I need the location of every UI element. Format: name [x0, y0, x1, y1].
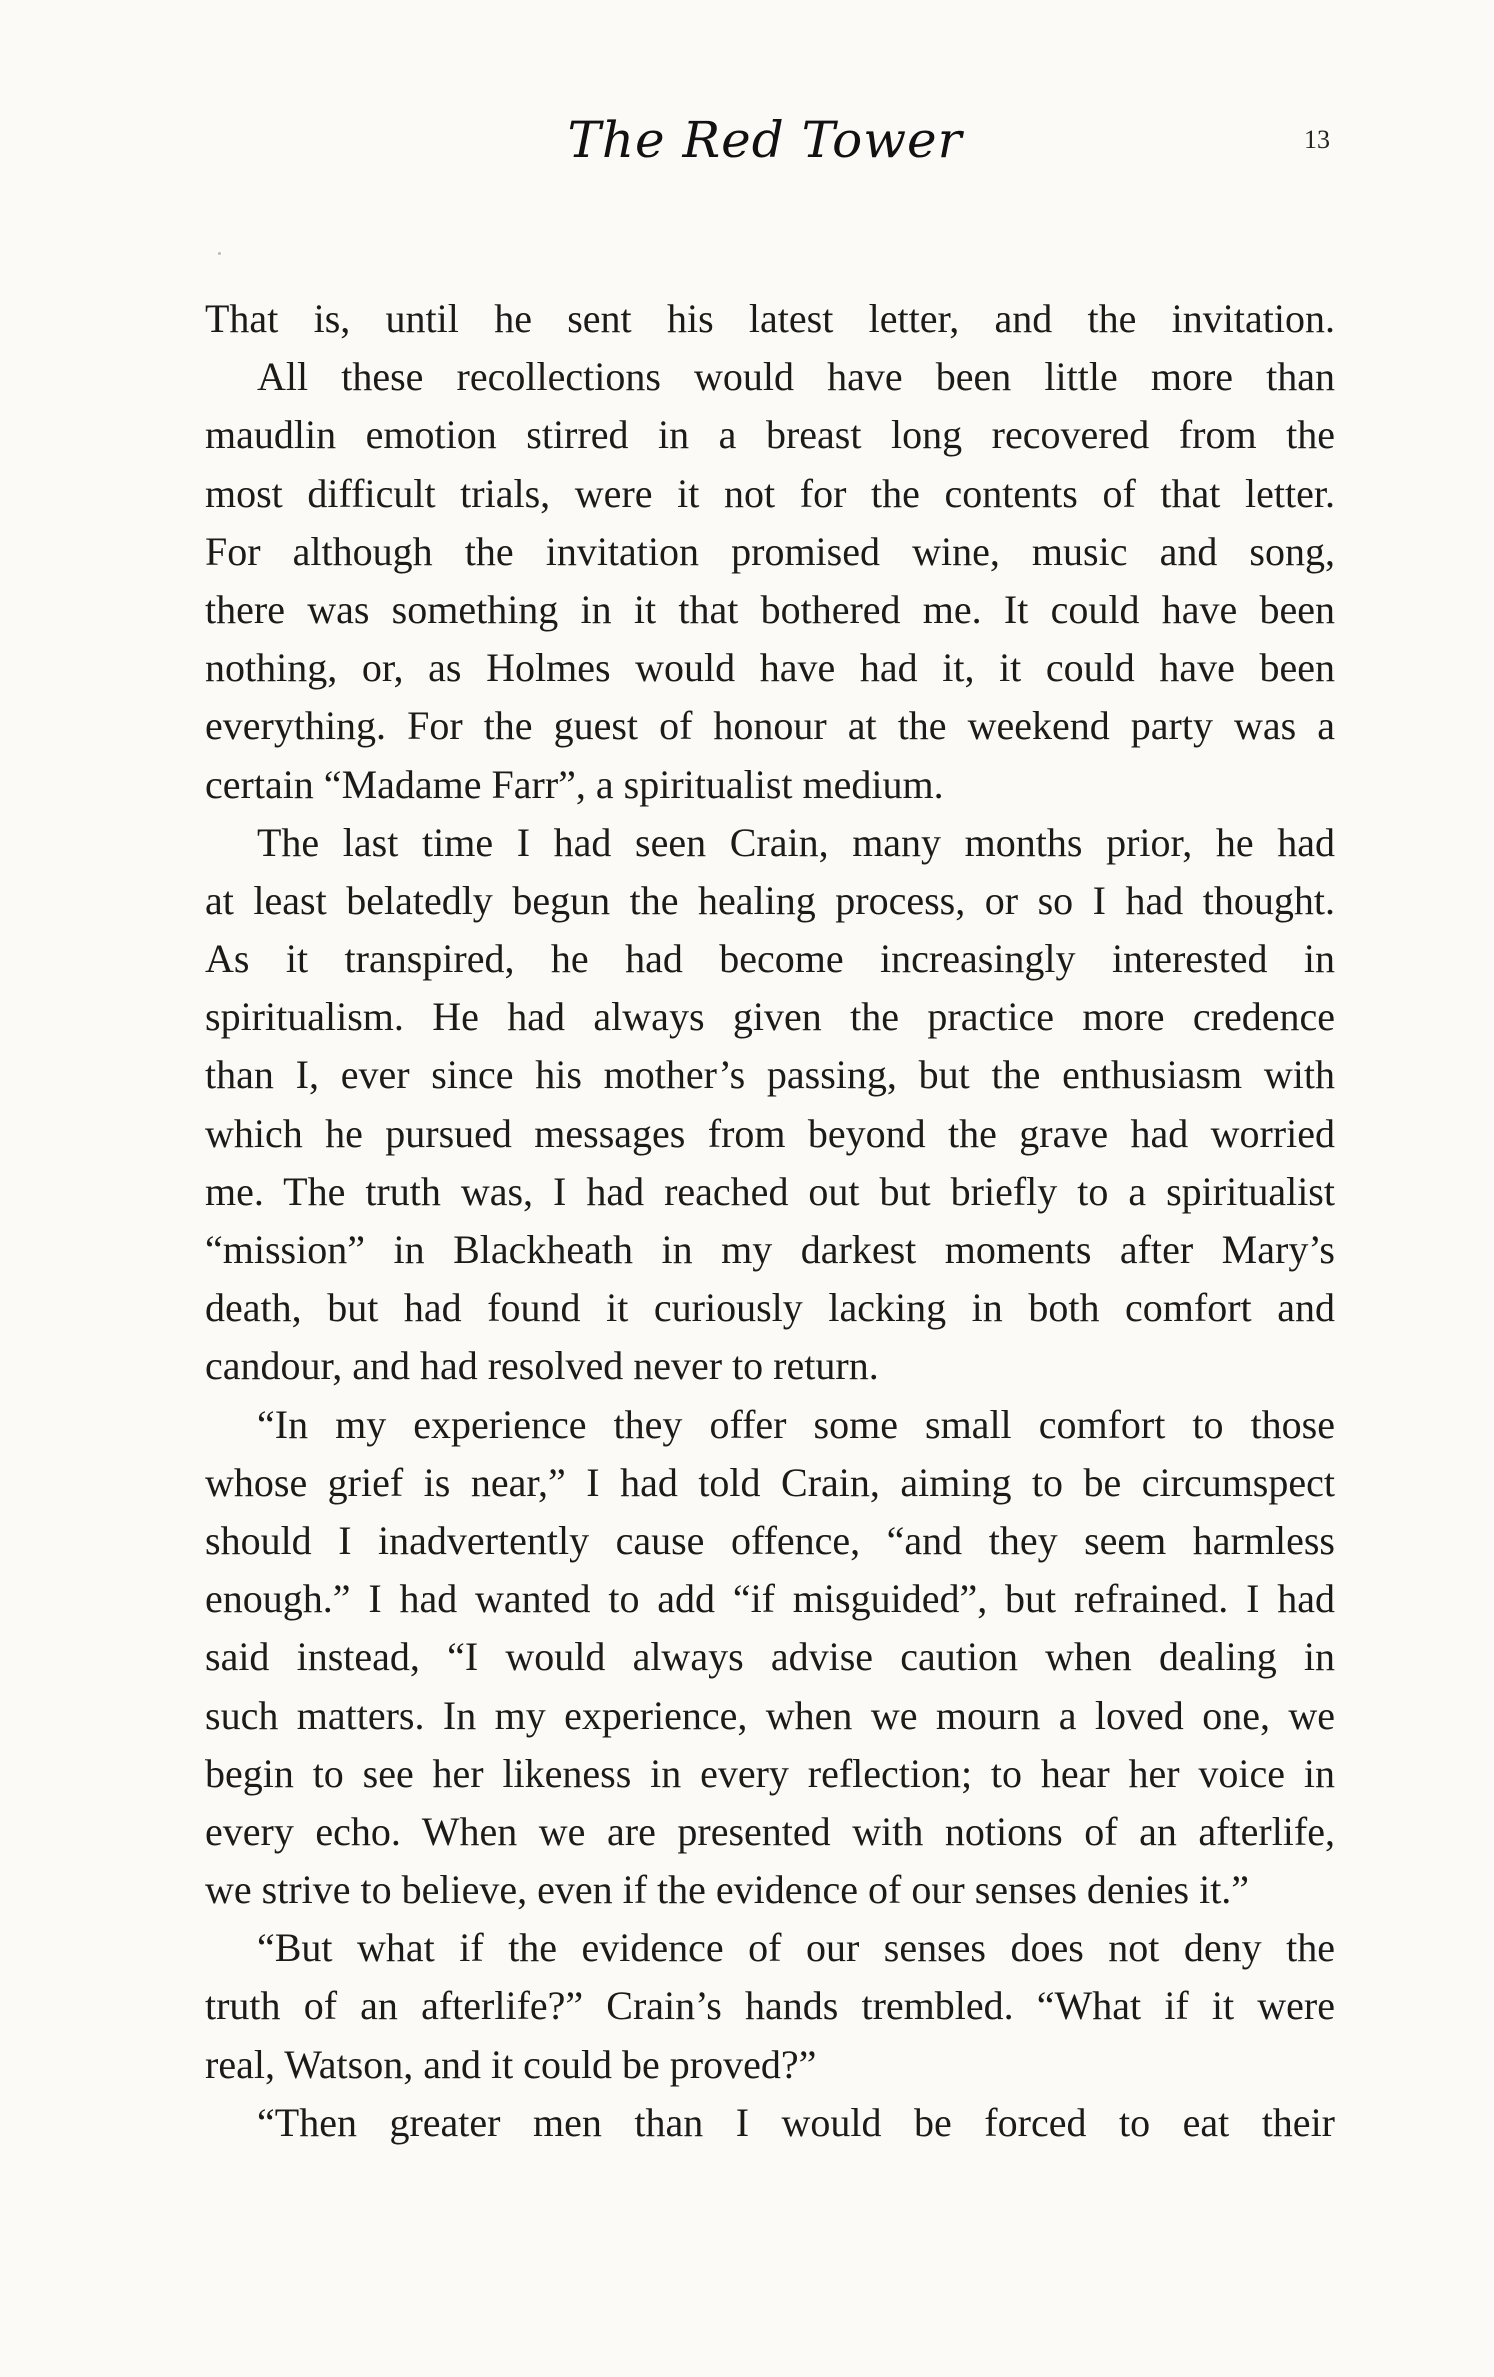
text-line: All these recollections would have been little more than [257, 354, 1335, 400]
text-line: “But what if the evidence of our senses does not deny the [257, 1925, 1335, 1971]
text-line: whose grief is near,” I had told Crain, aiming to be circumspect [205, 1459, 1335, 1505]
text-line: everything. For the guest of honour at the weekend party was a [205, 703, 1335, 749]
text-line: we strive to believe, even if the evidence of our senses denies it.” [205, 1867, 1250, 1913]
text-line: spiritualism. He had always given the practice more credence [205, 994, 1335, 1040]
text-line: maudlin emotion stirred in a breast long recovered from the [205, 412, 1335, 458]
text-line: For although the invitation promised wine, music and song, [205, 528, 1335, 574]
text-line: most difficult trials, were it not for the contents of that letter. [205, 470, 1335, 516]
text-line: “Then greater men than I would be forced to eat their [257, 2099, 1335, 2145]
body-text [205, 290, 1335, 2152]
text-line: there was something in it that bothered me. It could have been [205, 586, 1335, 632]
running-title: The Red Tower [567, 111, 963, 169]
text-line: As it transpired, he had become increasingly interested in [205, 936, 1335, 982]
text-line: death, but had found it curiously lacking in both comfort and [205, 1285, 1335, 1331]
text-line: should I inadvertently cause offence, “and they seem harmless [205, 1517, 1335, 1563]
text-line: me. The truth was, I had reached out but briefly to a spiritualist [205, 1168, 1335, 1214]
text-line: truth of an afterlife?” Crain’s hands trembled. “What if it were [205, 1983, 1335, 2029]
text-line: real, Watson, and it could be proved?” [205, 2041, 817, 2087]
text-line: than I, ever since his mother’s passing, but the enthusiasm with [205, 1052, 1335, 1098]
text-line: candour, and had resolved never to return. [205, 1343, 879, 1389]
text-line: every echo. When we are presented with notions of an afterlife, [205, 1808, 1335, 1854]
text-line: enough.” I had wanted to add “if misguided”, but refrained. I had [205, 1576, 1335, 1622]
text-line: such matters. In my experience, when we mourn a loved one, we [205, 1692, 1335, 1738]
text-line: That is, until he sent his latest letter, and the invitation. [205, 296, 1335, 341]
stray-ink-mark [218, 252, 221, 255]
text-line: certain “Madame Farr”, a spiritualist medium. [205, 761, 944, 807]
text-line: begin to see her likeness in every reflection; to hear her voice in [205, 1750, 1335, 1796]
text-line: “In my experience they offer some small comfort to those [257, 1401, 1335, 1447]
text-line: which he pursued messages from beyond the grave had worried [205, 1110, 1335, 1156]
text-line: at least belatedly begun the healing process, or so I had thought. [205, 877, 1335, 923]
text-line: The last time I had seen Crain, many months prior, he had [257, 819, 1335, 865]
text-line: nothing, or, as Holmes would have had it, it could have been [205, 645, 1335, 691]
page-number: 13 [1304, 125, 1330, 154]
running-head [200, 95, 1330, 185]
text-line: “mission” in Blackheath in my darkest moments after Mary’s [205, 1227, 1335, 1272]
text-line: said instead, “I would always advise caution when dealing in [205, 1634, 1335, 1680]
